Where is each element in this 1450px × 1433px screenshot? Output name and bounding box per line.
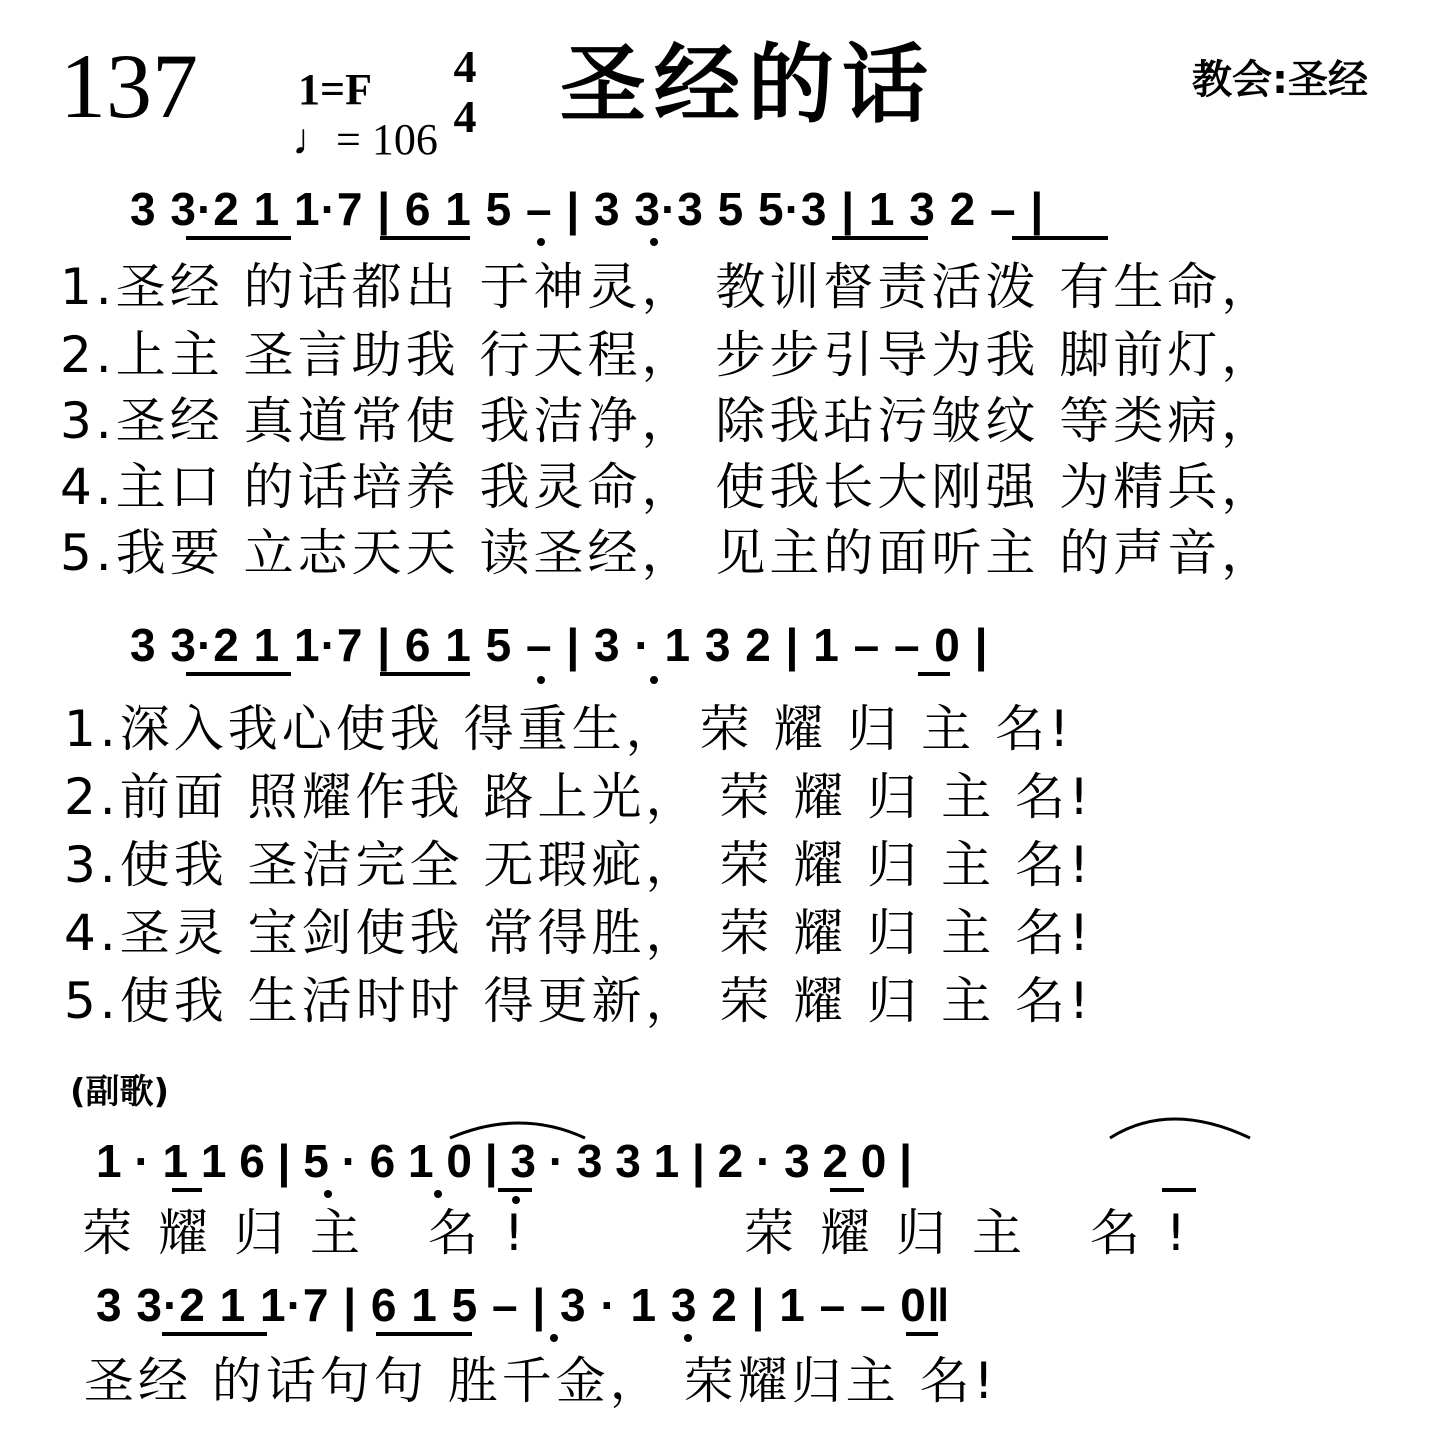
system2-verse-1: 1.深入我心使我 得重生， 荣 耀 归 主 名! — [64, 700, 1074, 758]
system2-notation: 3 3·2 1 1·7 | 6 1 5 – | 3 · 1 3 2 | 1 – – 0 | — [130, 619, 989, 671]
system1-verse-1: 1.圣经 的话都出 于神灵， 教训督责活泼 有生命， — [60, 258, 1276, 316]
tempo-marking: ♩= 106 — [292, 115, 438, 164]
system1-verse-4: 4.主口 的话培养 我灵命， 使我长大刚强 为精兵， — [60, 458, 1276, 516]
chorus-lyric-2: 圣经 的话句句 胜千金， 荣耀归主 名! — [84, 1352, 998, 1410]
chorus-lyric-1a: 荣耀归主 名! — [82, 1204, 550, 1262]
system1-verse-5: 5.我要 立志天天 读圣经， 见主的面听主 的声音， — [60, 524, 1276, 582]
hymn-source: 教会:圣经 — [1192, 57, 1368, 103]
chorus-notation-1: 1 · 1 1 6 | 5 · 6 1 0 | 3 · 3 3 1 | 2 · 3 2 0 | — [96, 1135, 913, 1187]
chorus-label: (副歌) — [70, 1072, 170, 1112]
system1-verse-2: 2.上主 圣言助我 行天程， 步步引导为我 脚前灯， — [60, 326, 1276, 384]
time-signature-top: 4 — [453, 41, 477, 92]
system1-verse-3: 3.圣经 真道常使 我洁净， 除我玷污皱纹 等类病， — [60, 392, 1276, 450]
chorus-lyric-1b: 荣耀归主 名! — [744, 1204, 1212, 1262]
system1-notation: 3 3·2 1 1·7 | 6 1 5 – | 3 3·3 5 5·3 | 1 3 2 – | — [130, 183, 1045, 235]
system2-verse-3: 3.使我 圣洁完全 无瑕疵， 荣 耀 归 主 名! — [64, 836, 1094, 894]
hymn-title: 圣经的话 — [560, 35, 936, 135]
system2-verse-2: 2.前面 照耀作我 路上光， 荣 耀 归 主 名! — [64, 768, 1094, 826]
system2-verse-4: 4.圣灵 宝剑使我 常得胜， 荣 耀 归 主 名! — [64, 904, 1094, 962]
hymn-number: 137 — [60, 35, 198, 137]
chorus-notation-2: 3 3·2 1 1·7 | 6 1 5 – | 3 · 1 3 2 | 1 – – 0‖ — [96, 1279, 951, 1331]
system2-verse-5: 5.使我 生活时时 得更新， 荣 耀 归 主 名! — [64, 972, 1094, 1030]
time-signature-bottom: 4 — [453, 91, 477, 142]
key-signature: 1=F — [298, 65, 372, 114]
